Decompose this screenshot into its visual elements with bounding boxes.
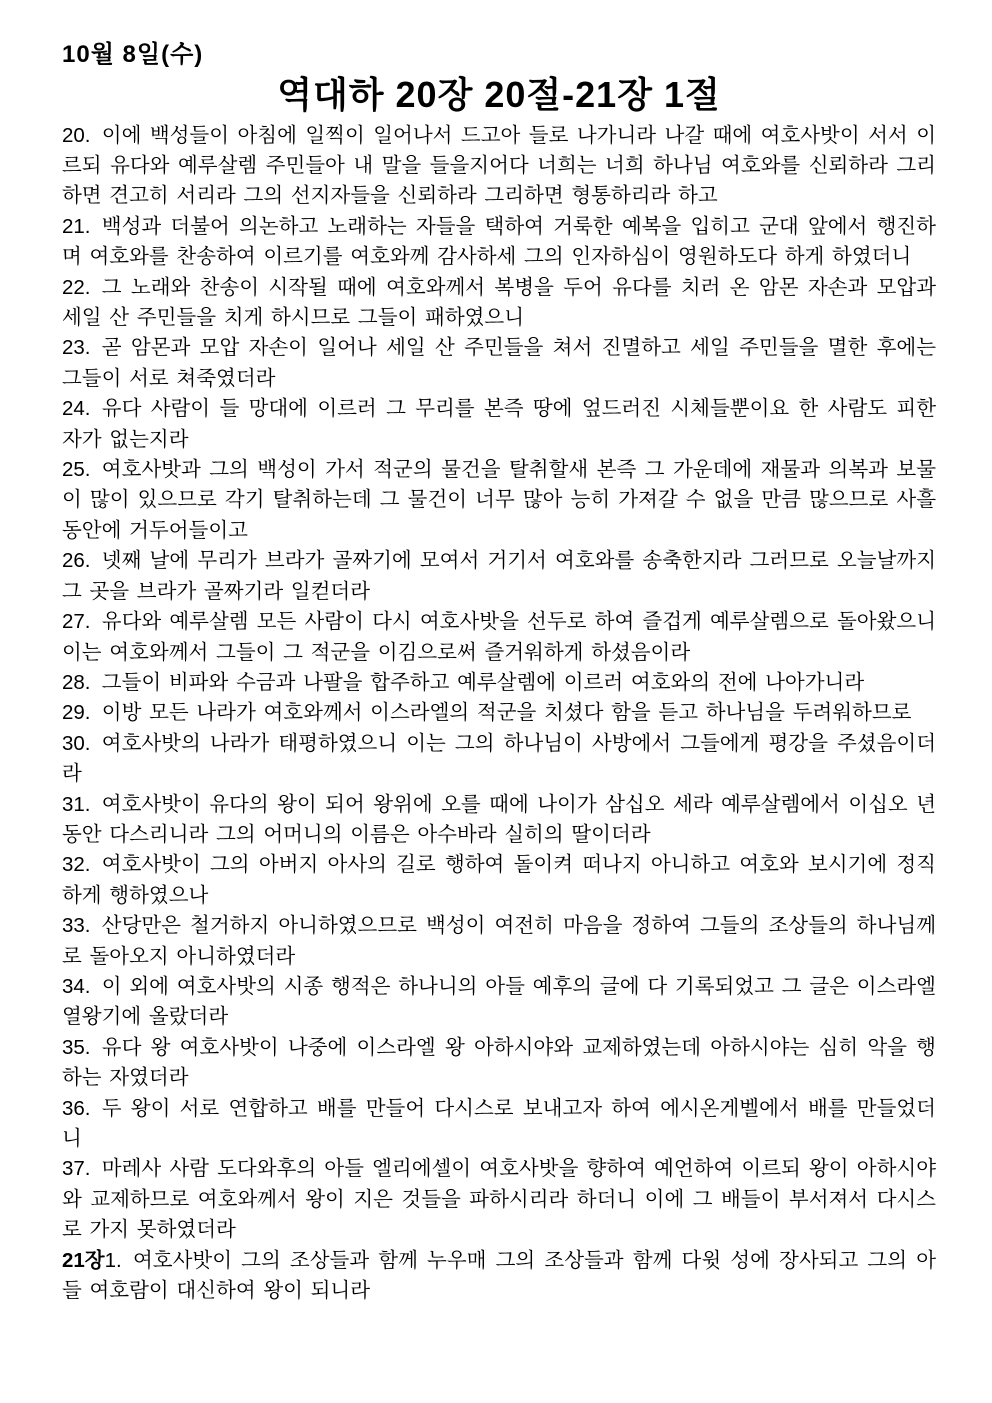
verse-26 [62, 546, 936, 607]
verse-text: 두 왕이 서로 연합하고 배를 만들어 다시스로 보내고자 하여 에시온게벨에서 배를 만들었더니 [62, 1096, 936, 1150]
verse-number: 36. [62, 1096, 91, 1120]
verse-text: 마레사 사람 도다와후의 아들 엘리에셀이 여호사밧을 향하여 예언하여 이르되 왕이 아하시야와 교제하므로 여호와께서 왕이 지은 것들을 파하시리라 하더니 이에 그 배들이 부서져서 다시스로 가지 못하였더라 [62, 1157, 936, 1242]
verse-33 [62, 911, 936, 972]
verse-35 [62, 1033, 936, 1094]
verse-number: 28. [62, 670, 91, 694]
verse-27 [62, 607, 936, 668]
verse-text: 유다와 예루살렘 모든 사람이 다시 여호사밧을 선두로 하여 즐겁게 예루살렘으로 돌아왔으니 이는 여호와께서 그들이 그 적군을 이김으로써 즐거워하게 하셨음이라 [62, 610, 936, 664]
verse-list [62, 121, 936, 1307]
verse-ch21-1 [62, 1246, 936, 1307]
verse-24 [62, 394, 936, 455]
verse-number: 20. [62, 123, 91, 147]
verse-30 [62, 729, 936, 790]
verse-number: 32. [62, 853, 91, 877]
verse-number: 27. [62, 610, 91, 634]
verse-22 [62, 273, 936, 334]
verse-number: 26. [62, 549, 91, 573]
verse-36 [62, 1094, 936, 1155]
verse-number: 24. [62, 397, 91, 421]
verse-37 [62, 1154, 936, 1245]
verse-text: 그들이 비파와 수금과 나팔을 합주하고 예루살렘에 이르러 여호와의 전에 나아가니라 [101, 670, 865, 694]
verse-number: 22. [62, 275, 91, 299]
verse-31 [62, 790, 936, 851]
verse-text: 곧 암몬과 모압 자손이 일어나 세일 산 주민들을 쳐서 진멸하고 세일 주민들을 멸한 후에는 그들이 서로 쳐죽였더라 [62, 336, 936, 390]
page-title: 역대하 20장 20절-21장 1절 [277, 74, 721, 115]
verse-21 [62, 212, 936, 273]
verse-number: 31. [62, 792, 91, 816]
verse-number: 29. [62, 701, 91, 725]
verse-text: 이에 백성들이 아침에 일찍이 일어나서 드고아 들로 나가니라 나갈 때에 여호사밧이 서서 이르되 유다와 예루살렘 주민들아 내 말을 들을지어다 너희는 너희 하나님 여호와를 신뢰하라 그리하면 견고히 서리라 그의 선지자들을 신뢰하라 그리하면 형통하리라 하고 [62, 123, 936, 208]
verse-34 [62, 972, 936, 1033]
verse-number: 34. [62, 974, 91, 998]
verse-29 [62, 698, 936, 728]
verse-text: 여호사밧이 그의 아버지 아사의 길로 행하여 돌이켜 떠나지 아니하고 여호와 보시기에 정직하게 행하였으나 [62, 853, 936, 907]
verse-23 [62, 333, 936, 394]
verse-number: 37. [62, 1157, 91, 1181]
verse-text: 백성과 더불어 의논하고 노래하는 자들을 택하여 거룩한 예복을 입히고 군대 앞에서 행진하며 여호와를 찬송하여 이르기를 여호와께 감사하세 그의 인자하심이 영원하도다 하게 하였더니 [62, 214, 936, 269]
verse-text: 이 외에 여호사밧의 시종 행적은 하나니의 아들 예후의 글에 다 기록되었고 그 글은 이스라엘 열왕기에 올랐더라 [62, 974, 936, 1029]
verse-text: 그 노래와 찬송이 시작될 때에 여호와께서 복병을 두어 유다를 치러 온 암몬 자손과 모압과 세일 산 주민들을 치게 하시므로 그들이 패하였으니 [62, 275, 936, 330]
verse-25 [62, 455, 936, 546]
verse-28 [62, 668, 936, 698]
verse-number: 25. [62, 458, 91, 482]
verse-text: 여호사밧이 그의 조상들과 함께 누우매 그의 조상들과 함께 다윗 성에 장사되고 그의 아들 여호람이 대신하여 왕이 되니라 [62, 1248, 936, 1303]
date-heading: 10월 8일(수) [62, 41, 204, 68]
verse-text: 여호사밧과 그의 백성이 가서 적군의 물건을 탈취할새 본즉 그 가운데에 재물과 의복과 보물이 많이 있으므로 각기 탈취하는데 그 물건이 너무 많아 능히 가져갈 수 없을 만큼 많으므로 사흘 동안에 거두어들이고 [62, 458, 936, 542]
verse-number: 23. [62, 336, 91, 360]
verse-32 [62, 850, 936, 911]
verse-number: 30. [62, 731, 91, 755]
verse-text: 여호사밧의 나라가 태평하였으니 이는 그의 하나님이 사방에서 그들에게 평강을 주셨음이더라 [62, 731, 936, 786]
verse-number: 21. [62, 214, 91, 238]
verse-text: 유다 사람이 들 망대에 이르러 그 무리를 본즉 땅에 엎드러진 시체들뿐이요 한 사람도 피한 자가 없는지라 [62, 397, 936, 451]
verse-number: 35. [62, 1035, 91, 1059]
verse-number: 1. [104, 1248, 122, 1272]
verse-text: 산당만은 철거하지 아니하였으므로 백성이 여전히 마음을 정하여 그들의 조상들의 하나님께로 돌아오지 아니하였더라 [62, 914, 936, 968]
verse-text: 넷째 날에 무리가 브라가 골짜기에 모여서 거기서 여호와를 송축한지라 그러므로 오늘날까지 그 곳을 브라가 골짜기라 일컫더라 [62, 549, 936, 603]
verse-text: 유다 왕 여호사밧이 나중에 이스라엘 왕 아하시야와 교제하였는데 아하시야는 심히 악을 행하는 자였더라 [62, 1035, 936, 1090]
verse-number: 33. [62, 914, 91, 938]
verse-text: 여호사밧이 유다의 왕이 되어 왕위에 오를 때에 나이가 삼십오 세라 예루살렘에서 이십오 년 동안 다스리니라 그의 어머니의 이름은 아수바라 실히의 딸이더라 [62, 792, 936, 846]
verse-20 [62, 121, 936, 212]
verse-chapter-prefix: 21장 [62, 1248, 105, 1272]
verse-text: 이방 모든 나라가 여호와께서 이스라엘의 적군을 치셨다 함을 듣고 하나님을 두려워하므로 [101, 701, 912, 725]
